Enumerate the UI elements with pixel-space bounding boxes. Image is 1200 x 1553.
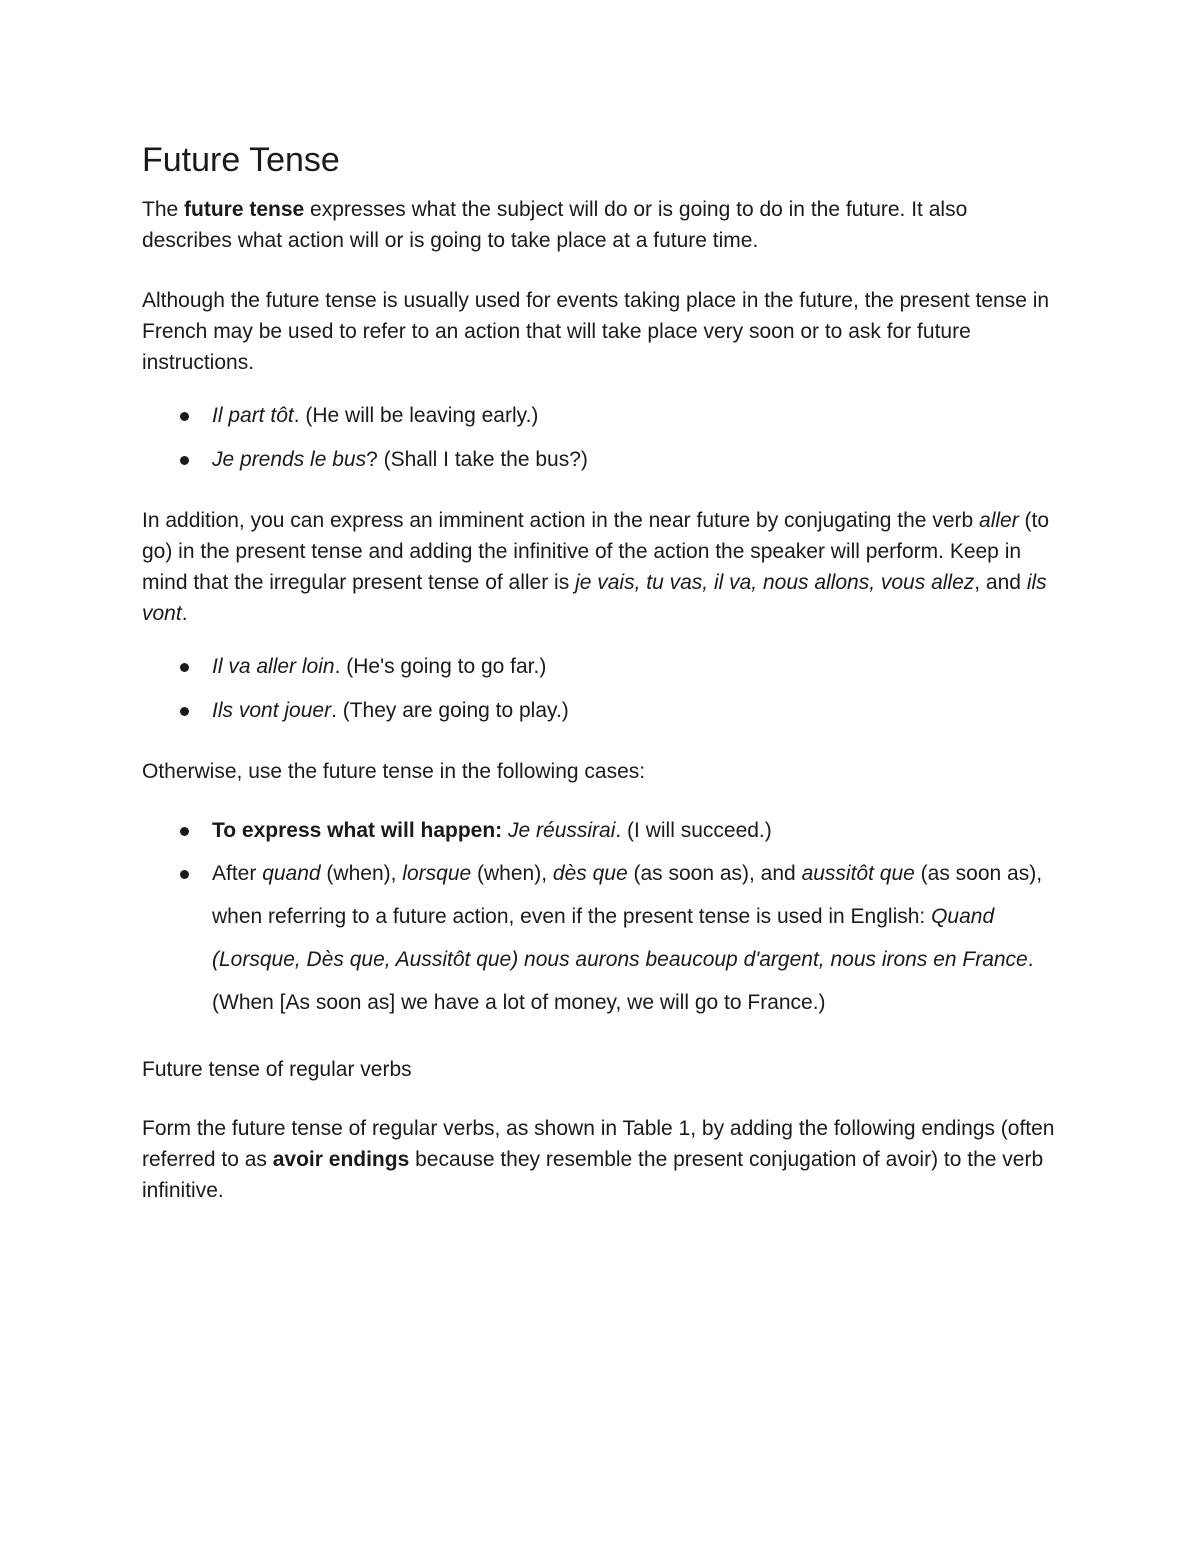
intro-bold-term: future tense: [184, 198, 305, 221]
example-translation: . (He will be leaving early.): [293, 404, 539, 427]
conjunction-des-que: dès que: [552, 862, 628, 885]
list-item: [142, 809, 1062, 852]
cases-list: [142, 809, 1062, 1024]
conjunction-lorsque: lorsque: [402, 862, 472, 885]
regular-verbs-paragraph: [142, 1113, 1062, 1206]
french-example: Quand (Lorsque, Dès que, Aussitôt que) nous aurons beaucoup d'argent, nous irons en France: [212, 905, 1028, 971]
french-example: Il part tôt: [212, 404, 294, 427]
case-text: (as soon as), and: [627, 862, 802, 885]
case-text: After: [212, 862, 263, 885]
list-item: [142, 444, 1062, 475]
list-item: [142, 400, 1062, 431]
example-translation: ? (Shall I take the bus?): [366, 448, 588, 471]
document-page: [142, 138, 1062, 1235]
intro-text-2: expresses what the subject will do or is going to do in the future. It also describes what action will or is going to take place at a future time.: [142, 198, 968, 252]
intro-text-1: The: [142, 198, 185, 221]
regular-verbs-text-2: because they resemble the present conjugation of avoir) to the verb infinitive.: [142, 1148, 1044, 1202]
regular-verbs-text-1: Form the future tense of regular verbs, as shown in Table 1, by adding the following endings (often referred to as: [142, 1117, 1055, 1171]
example-translation: . (He's going to go far.): [334, 655, 547, 678]
present-examples-list: [142, 400, 1062, 475]
example-translation: . (I will succeed.): [615, 819, 772, 842]
french-example: Je prends le bus: [212, 448, 367, 471]
near-future-text-1: In addition, you can express an imminent action in the near future by conjugating the verb: [142, 509, 980, 532]
near-future-text-3: , and: [974, 571, 1027, 594]
near-future-italic-2: je vais, tu vas, il va, nous allons, vous allez: [575, 571, 975, 594]
example-translation: . (They are going to play.): [331, 699, 569, 722]
near-future-paragraph: [142, 505, 1062, 629]
bullet-icon: [180, 456, 189, 465]
present-tense-paragraph: Although the future tense is usually used for events taking place in the future, the present tense in French may be used to refer to an action that will take place very soon or to ask for future instructions.: [142, 289, 1050, 374]
near-future-examples-list: [142, 651, 1062, 726]
french-example: Ils vont jouer: [212, 699, 332, 722]
near-future-text-2: (to go) in the present tense and adding the infinitive of the action the speaker will perform. Keep in mind that the irregular present tense of aller is: [142, 509, 1050, 594]
bullet-icon: [180, 663, 189, 672]
french-example: Je réussirai: [508, 819, 616, 842]
intro-paragraph: [142, 194, 1062, 256]
regular-verbs-bold-term: avoir endings: [272, 1148, 410, 1171]
bullet-icon: [180, 707, 189, 716]
bullet-icon: [180, 827, 189, 836]
near-future-text-4: .: [181, 602, 188, 625]
page-title: Future Tense: [142, 141, 340, 179]
list-item: [142, 852, 1062, 1024]
cases-intro-paragraph: Otherwise, use the future tense in the following cases:: [142, 760, 646, 783]
case-text: (when),: [320, 862, 403, 885]
case-text: (when),: [471, 862, 553, 885]
bullet-icon: [180, 870, 189, 879]
near-future-italic-1: aller: [979, 509, 1019, 532]
case-text: (as soon as), when referring to a future action, even if the present tense is used in English:: [212, 862, 1043, 928]
french-example: Il va aller loin: [212, 655, 335, 678]
conjunction-quand: quand: [262, 862, 321, 885]
case-bold-label: To express what will happen:: [212, 819, 503, 842]
near-future-italic-3: ils vont: [142, 571, 1047, 625]
section-heading: Future tense of regular verbs: [142, 1058, 412, 1081]
example-translation: . (When [As soon as] we have a lot of money, we will go to France.): [212, 948, 1034, 1014]
list-item: [142, 651, 1062, 682]
bullet-icon: [180, 412, 189, 421]
conjunction-aussitot-que: aussitôt que: [801, 862, 915, 885]
list-item: [142, 695, 1062, 726]
